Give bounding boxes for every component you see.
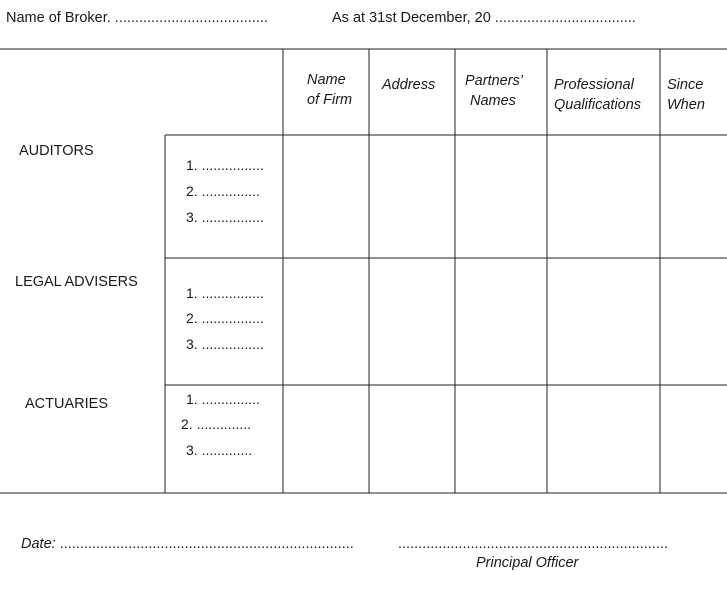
col-professional-qualifications-line2: Qualifications xyxy=(554,97,642,113)
col-address xyxy=(382,75,435,95)
col-since-when xyxy=(667,75,705,115)
col-address-line1: Address xyxy=(382,77,436,93)
as-at-date-field: As at 31st December, 20 ................................... xyxy=(332,10,636,26)
legal-adviser-item-3: 3. ................ xyxy=(186,336,264,352)
col-professional-qualifications-line1: Professional xyxy=(554,77,634,93)
col-since-when-line2: When xyxy=(667,97,705,113)
auditor-item-3: 3. ................ xyxy=(186,209,264,225)
col-professional-qualifications xyxy=(554,75,641,115)
col-name-of-firm-line2: of Firm xyxy=(307,92,353,108)
col-partners-names xyxy=(465,71,523,111)
legal-adviser-item-1: 1. ................ xyxy=(186,285,264,301)
col-name-of-firm-line1: Name xyxy=(307,72,346,88)
col-partners-names-line1: Partners’ xyxy=(465,73,524,89)
auditor-item-1: 1. ................ xyxy=(186,157,264,173)
legal-adviser-item-2: 2. ................ xyxy=(186,310,264,326)
principal-officer-caption: Principal Officer xyxy=(476,555,579,571)
actuary-item-3: 3. ............. xyxy=(186,442,253,458)
date-dots: ......................................................................... xyxy=(59,536,354,552)
actuary-item-2: 2. .............. xyxy=(181,416,252,432)
date-label: Date: xyxy=(21,536,56,552)
col-since-when-line1: Since xyxy=(667,77,704,93)
row-label-legal-advisers: LEGAL ADVISERS xyxy=(15,274,138,290)
broker-name-field: Name of Broker. ...................................... xyxy=(6,10,268,26)
signature-line: ................................................................... xyxy=(398,536,668,552)
row-label-actuaries: ACTUARIES xyxy=(25,396,108,412)
col-partners-names-line2: Names xyxy=(470,93,516,109)
date-field xyxy=(21,536,354,552)
auditor-item-2: 2. ............... xyxy=(186,183,260,199)
row-label-auditors: AUDITORS xyxy=(19,143,94,159)
actuary-item-1: 1. ............... xyxy=(186,391,260,407)
col-name-of-firm xyxy=(307,70,352,110)
